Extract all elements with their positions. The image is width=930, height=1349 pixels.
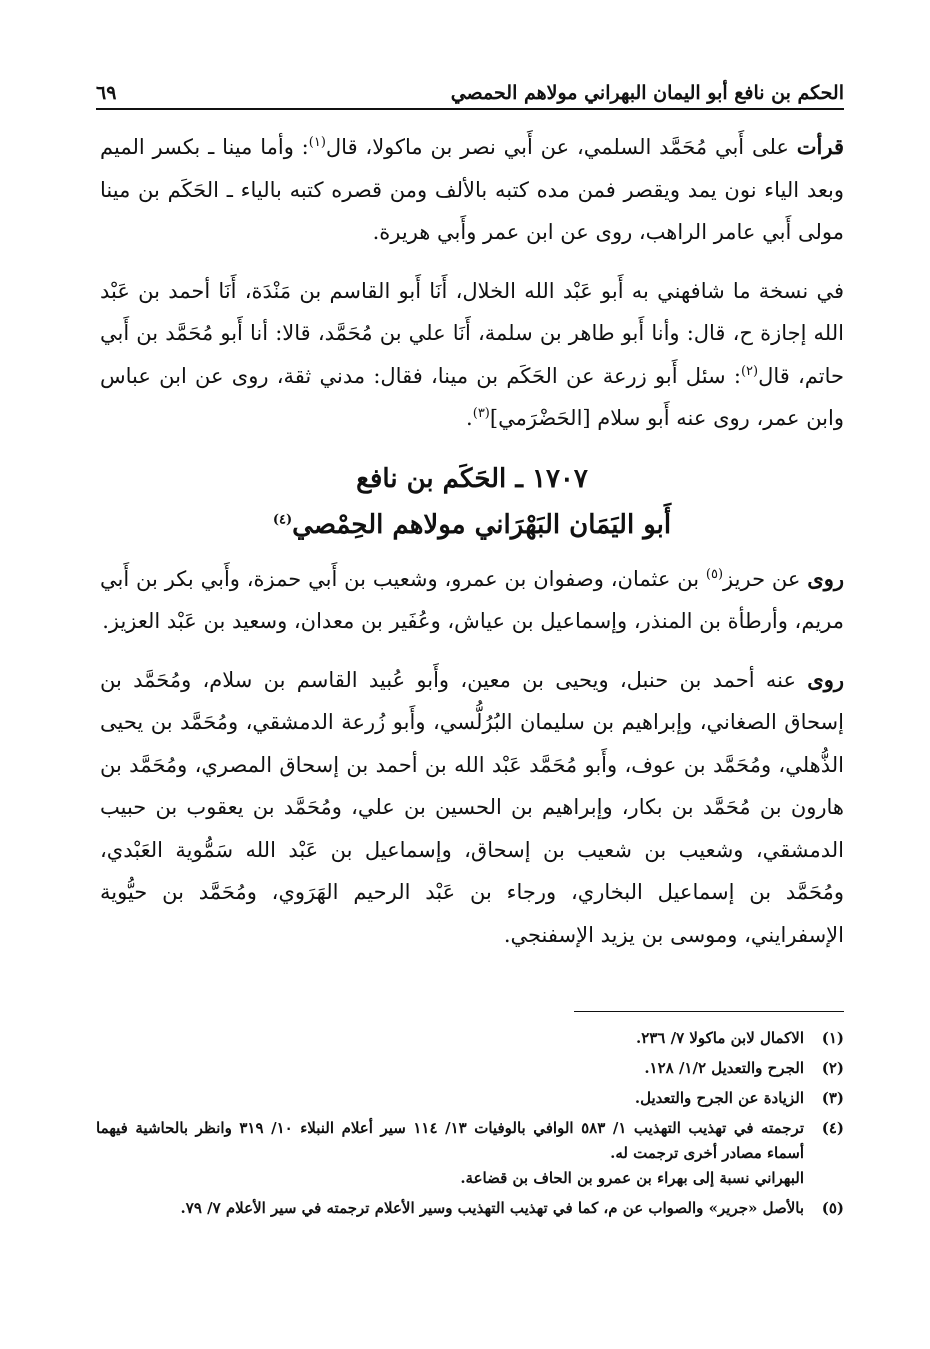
paragraph-text: عنه أحمد بن حنبل، ويحيى بن معين، وأَبو عُبيد القاسم بن سلام، ومُحَمَّد بن إسحاق الصغاني، وإبراهيم بن سليمان البُرُلُّسي، وأَبو زُرعة الدمشقي، ومُحَمَّد بن يحيى الذُّهلي، ومُحَمَّد بن عوف، وأَبو مُحَمَّد عَبْد الله بن أحمد بن إسحاق المصري، ومُحَمَّد بن هارون بن مُحَمَّد بن بكار، وإبراهيم بن الحسين بن علي، ومُحَمَّد بن يعقوب بن حبيب الدمشقي، وشعيب بن شعيب بن إسحاق، وإسماعيل بن عَبْد الله سَمُّوية العَبْدي، ومُحَمَّد بن إسماعيل البخاري، ورجاء بن عَبْد الرحيم الهَرَوي، ومُحَمَّد بن حيُّوية الإسفرايني، وموسى بن يزيد الإسفنجي. (100, 667, 844, 947)
footnote-text: الجرح والتعديل ١/٢/ ١٢٨. (644, 1059, 804, 1077)
footnote-ref-2: (٢) (740, 363, 759, 379)
footnote-text: الزيادة عن الجرح والتعديل. (634, 1089, 804, 1107)
footnote-number: (٤) (821, 1119, 844, 1137)
paragraph-text: : سئل أَبو زرعة عن الحَكَم بن مينا، فقال: مدني ثقة، روى عن ابن عباس وابن عمر، روى عنه أَبو سلام [الحَضْرَمي] (100, 363, 844, 430)
footnote (96, 1196, 844, 1221)
footnote-number: (١) (821, 1029, 844, 1047)
footnote (96, 1086, 844, 1111)
footnote-divider (574, 1011, 844, 1012)
footnote-number: (٣) (821, 1089, 844, 1107)
entry-heading-line1: ١٧٠٧ ـ الحَكَم بن نافع (356, 463, 588, 494)
footnote-ref-3: (٣) (472, 406, 490, 421)
footnote (96, 1116, 844, 1191)
paragraph-text: بن عثمان، وصفوان بن عمرو، وشعيب بن أَبي حمزة، وأَبي بكر بن أَبي مريم، وأرطأة بن المنذر، وإسماعيل بن عياش، وعُفَير بن معدان، وسعيد بن عَبْد العزيز. (100, 566, 844, 633)
paragraph-text: عن حريز (723, 566, 808, 591)
running-title: الحكم بن نافع أبو اليمان البهراني مولاهم الحمصي (450, 82, 844, 104)
entry-heading-line2 (100, 502, 844, 548)
footnote-ref-1: (١) (308, 135, 326, 150)
paragraph-2 (100, 270, 844, 440)
paragraph-text: على أَبي مُحَمَّد السلمي، عن أَبي نصر بن ماكولا، قال (325, 135, 797, 159)
footnote-continuation: البهراني نسبة إلى بهراء بن عمرو بن الحاف بن قضاعة. (460, 1169, 804, 1187)
running-header (96, 64, 844, 110)
main-text (100, 126, 844, 972)
paragraph-3 (100, 558, 844, 643)
footnote-body (96, 1116, 804, 1191)
paragraph-lead: روى (807, 565, 844, 591)
paragraph-lead: روى (807, 666, 844, 692)
footnote-text: بالأصل «جرير» والصواب عن م، كما في تهذيب التهذيب وسير الأعلام ترجمته في سير الأعلام ٧/ ٧٩. (180, 1199, 804, 1217)
paragraph-4 (100, 659, 844, 957)
footnote-ref-4: (٤) (272, 511, 293, 527)
page-number: ٦٩ (96, 82, 117, 104)
footnotes (96, 1026, 844, 1226)
paragraph-text: : وأما مينا ـ بكسر الميم وبعد الياء نون يمد ويقصر فمن مده كتبه بالألف ومن قصره كتبه بالياء ـ الحَكَم بن مينا مولى أَبي عامر الراهب، روى عن ابن عمر وأَبي هريرة. (100, 135, 844, 244)
paragraph-lead: قرأت (796, 134, 844, 159)
paragraph-1 (100, 126, 844, 254)
footnote (96, 1026, 844, 1051)
footnote-ref-5: (٥) (705, 566, 724, 582)
footnote-number: (٥) (821, 1199, 844, 1217)
entry-heading (100, 456, 844, 548)
footnote (96, 1056, 844, 1081)
paragraph-text: . (466, 406, 473, 430)
entry-heading-name: أَبو اليَمَان البَهْرَاني مولاهم الحِمْصي (292, 509, 672, 540)
footnote-text: ترجمته في تهذيب التهذيب ١/ ٥٨٣ الوافي بالوفيات ١٣/ ١١٤ سير أعلام النبلاء ١٠/ ٣١٩ وانظر بالحاشية فيهما أسماء مصادر أخرى ترجمت له. (96, 1119, 804, 1162)
footnote-text: الاكمال لابن ماكولا ٧/ ٢٣٦. (635, 1029, 804, 1047)
footnote-number: (٢) (821, 1059, 844, 1077)
paragraph-text: في نسخة ما شافهني به أَبو عَبْد الله الخلال، أَنَا أَبو القاسم بن مَنْدَة، أَنَا أحمد بن عَبْد الله إجازة ح، قال: وأنا أَبو طاهر بن سلمة، أَنَا علي بن مُحَمَّد، قالا: أنا أَبو مُحَمَّد بن أَبي حاتم، قال (100, 278, 844, 388)
